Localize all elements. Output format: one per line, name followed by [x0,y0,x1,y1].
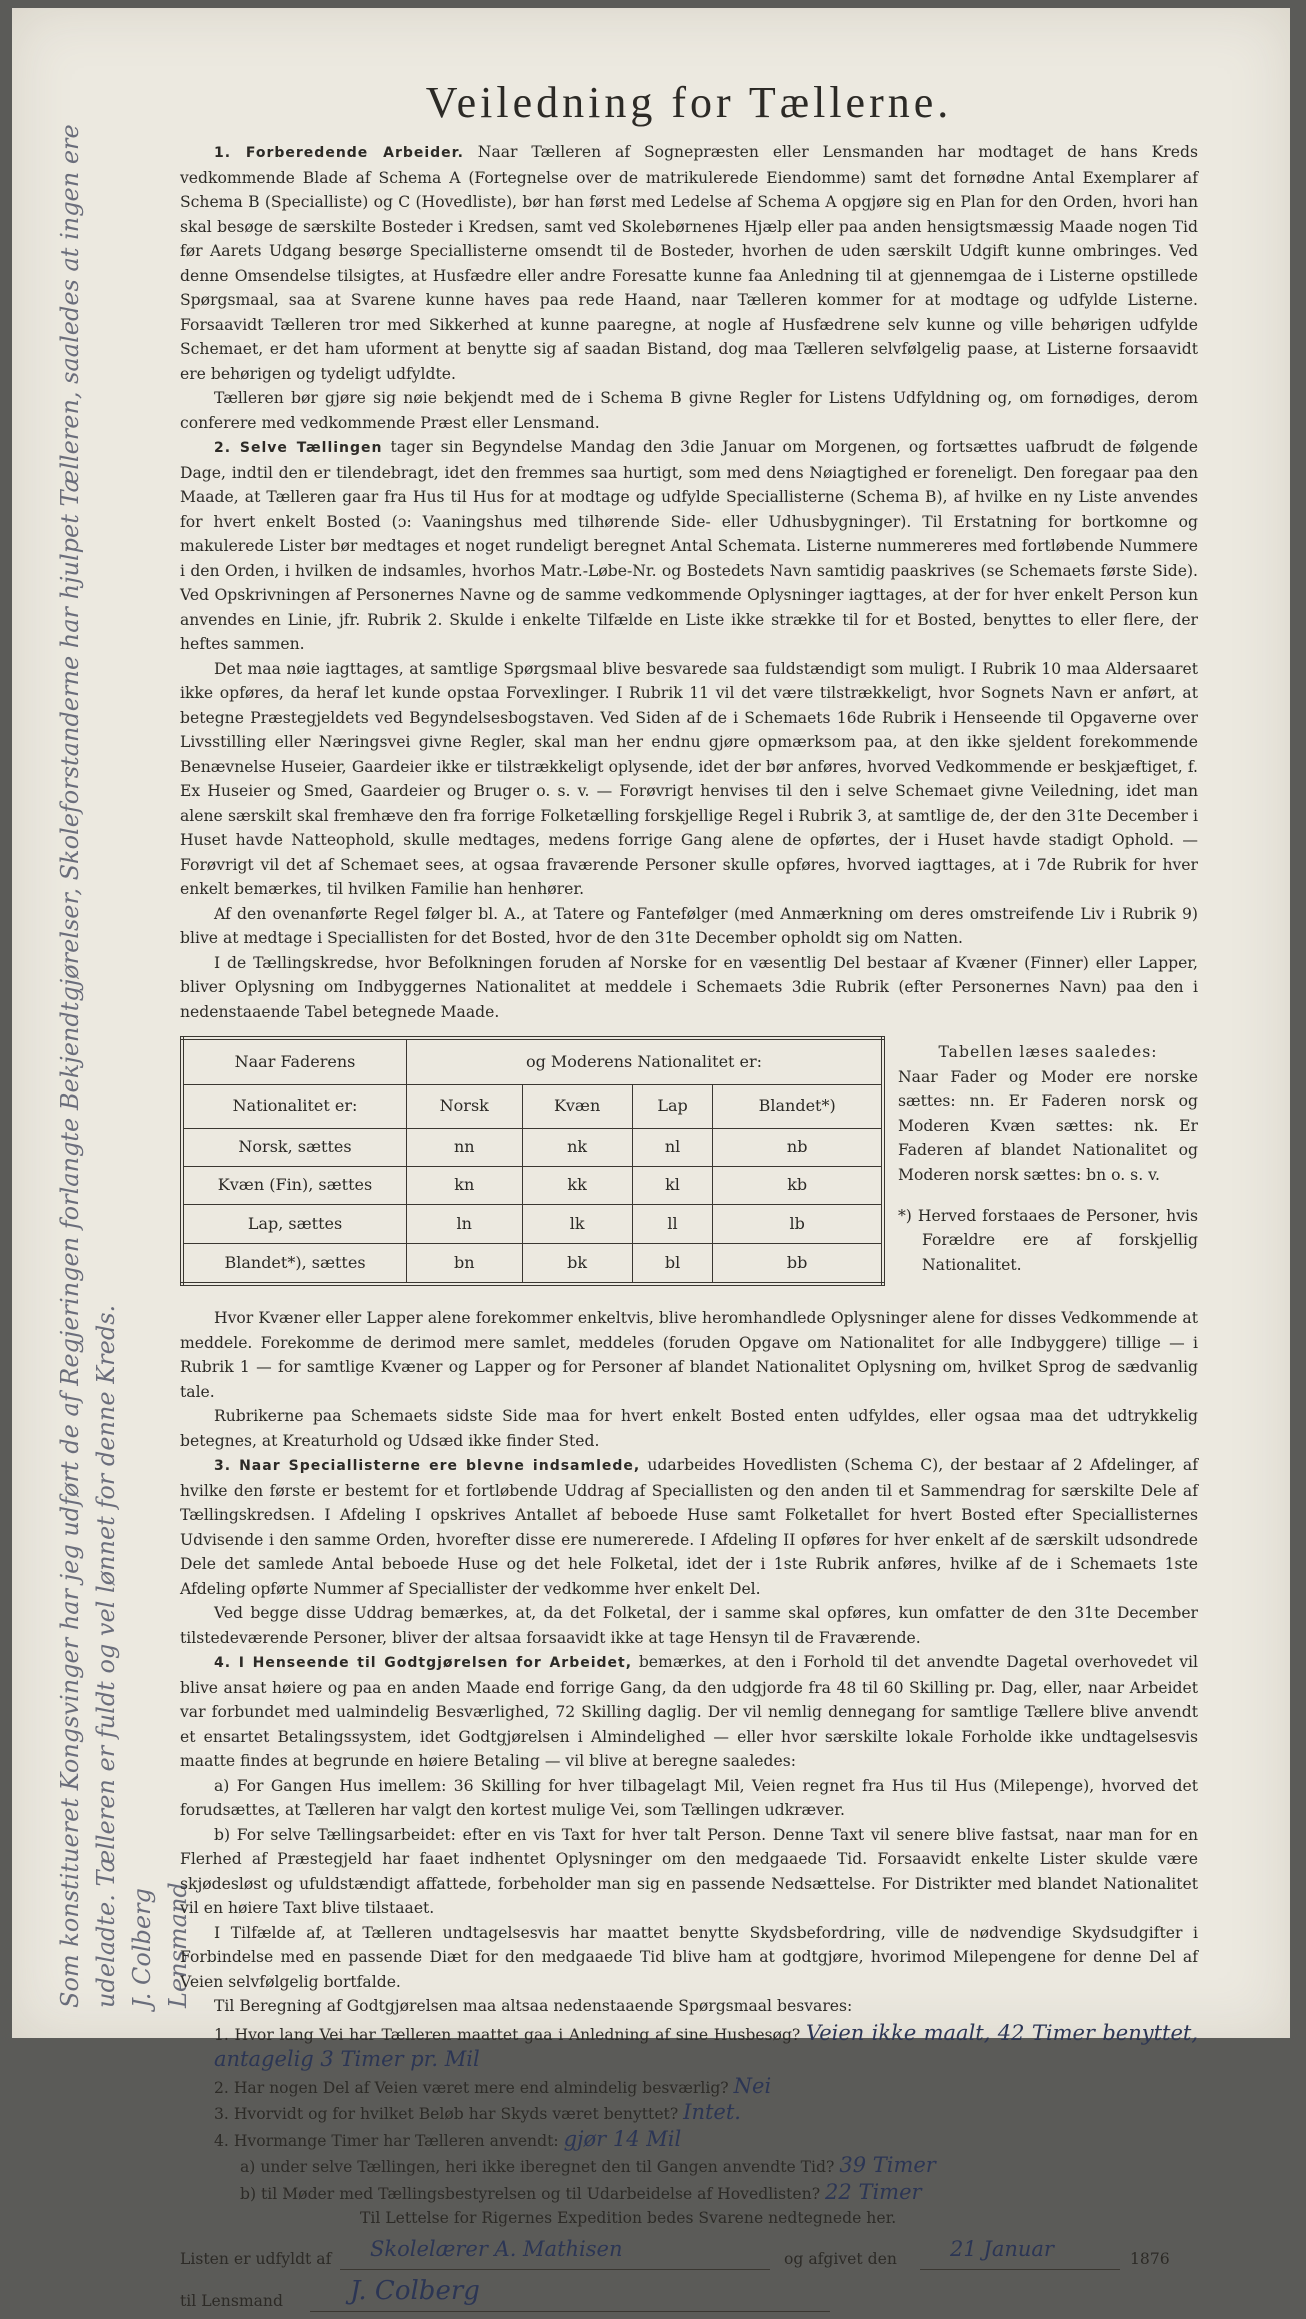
question-item [180,2180,1198,2207]
section-4-heading: 4. I Henseende til Godtgjørelsen for Arbeidet, [214,1655,633,1671]
section-1-note: Tælleren bør gjøre sig nøie bekjendt med de i Schema B givne Regler for Listens Udfyldning og, om fornødiges, derom conferere med vedkommende Præst eller Lensmand. [180,389,1198,432]
delivered-date: 21 Januar [950,2236,1054,2261]
main-content [180,78,1198,2319]
questions-note: Til Lettelse for Rigernes Expedition bedes Svarene nedtegnede her. [360,2209,897,2227]
filled-by-signature: Skolelærer A. Mathisen [370,2236,623,2261]
table-cell: lb [713,1205,883,1243]
table-cell: kn [407,1166,523,1204]
lensmand-row [180,2275,1198,2319]
question-answer: 22 Timer [825,2179,922,2204]
table-note-text: Naar Fader og Moder ere norske sættes: nn. Er Faderen norsk og Moderen Kvæn sættes: nk. Er Faderen af blandet Nationalitet og Moderen norsk sættes: bn o. s. v. [898,1067,1198,1184]
lensmand-signature: J. Colberg [350,2275,480,2306]
filled-by-line [340,2269,770,2270]
father-header-2: Nationalitet er: [182,1084,407,1128]
mother-header: og Moderens Nationalitet er: [407,1038,884,1084]
section-2-last-page: Rubrikerne paa Schemaets sidste Side maa for hvert enkelt Bosted enten udfyldes, eller ogsaa maa det udtrykkelig betegnes, at Kreaturhold og Udsæd ikke finder Sted. [180,1407,1198,1450]
table-cell: bk [522,1243,632,1284]
delivered-label: og afgivet den [784,2249,897,2268]
question-answer: Veien ikke maalt, 42 Timer benyttet, antagelig 3 Timer pr. Mil [214,2020,1199,2071]
question-answer: Intet. [683,2100,741,2124]
margin-handwritten-note: Som konstitueret Kongsvinger har jeg udført de af Regjeringen forlangte Bekjendtgjørelser, Skoleforstanderne har hjulpet Tælleren, saaledes at ingen ere udeladte. Tælleren er fuldt og vel lønnet for denne Kreds. J. Colberg Lensmand [56,124,192,2008]
question-item [180,2153,1198,2180]
table-cell: bl [632,1243,713,1284]
question-text: 4. Hvormange Timer har Tælleren anvendt: [214,2131,559,2150]
col-header: Kvæn [522,1084,632,1128]
section-2 [180,435,1198,657]
nationality-table [180,1036,885,1286]
table-cell: nk [522,1128,632,1166]
section-3-note: Ved begge disse Uddrag bemærkes, at, da det Folketal, der i samme skal opføres, kun omfatter de den 31te December tilstedeværende Personer, bliver der altsaa forsaavidt ikke at tage Hensyn til de Fraværende. [180,1604,1198,1647]
table-cell: ll [632,1205,713,1243]
section-4-text: bemærkes, at den i Forhold til det anvendte Dagetal overhovedet vil blive ansat høiere og paa en anden Maade end forrige Gang, da den udgjorde fra 48 til 60 Skilling pr. Dag, eller, naar Arbeidet var forbundet med ualmindelig Besværlighed, 72 Skilling daglig. Der vil nemlig dennegang for samtlige Tællere blive anvendt et ensartet Betalingssystem, idet Godtgjørelsen i Almindelighed — eller hvor særskilte lokale Forholde ikke undtagelsesvis maatte findes at begrunde en høiere Betaling — vil blive at beregne saaledes: [180,1653,1198,1770]
question-text: 2. Har nogen Del af Veien været mere end almindelig besværlig? [214,2078,729,2097]
table-row [182,1166,883,1204]
row-label: Norsk, sættes [182,1128,407,1166]
nationality-table-block [180,1036,1198,1298]
section-1-text: Naar Tælleren af Sognepræsten eller Lensmanden har modtaget de hans Kreds vedkommende Blade af Schema A (Fortegnelse over de matrikulerede Eiendomme) samt det fornødne Antal Exemplarer af Schema B (Specialliste) og C (Hovedliste), bør han først med Ledelse af Schema A opgjøre sig en Plan for den Orden, hvori han skal besøge de særskilte Bosteder i Kredsen, samt ved Skolebørnenes Hjælp eller paa anden hensigtsmæssig Maade nogen Tid før Aarets Udgang besørge Speciallisterne omsendt til de Bosteder, hvorhen de uden særskilt Udgift kunne ombringes. Ved denne Omsendelse tilsigtes, at Husfædre eller andre Foresatte kunne faa Anledning til at gjennemgaa de i Listerne opstillede Spørgsmaal, saa at Svarene kunne haves paa rede Haand, naar Tælleren kommer for at modtage og udfylde Listerne. Forsaavidt Tælleren tror med Sikkerhed at kunne paaregne, at nogle af Husfædrene selv kunne og ville behørigen udfylde Schemaet, er det ham uforment at benytte sig af saadan Bistand, dog maa Tælleren selvfølgelig paase, at Listerne forsaavidt ere behørigen og tydeligt udfyldte. [180,143,1198,383]
table-cell: nl [632,1128,713,1166]
section-2-nationality: I de Tællingskredse, hvor Befolkningen foruden af Norske for en væsentlig Del bestaar af Kvæner (Finner) eller Lapper, bliver Oplysning om Indbyggernes Nationalitet at meddele i Schemaets 3die Rubrik (efter Personernes Navn) paa den i nedenstaaende Tabel betegnede Maade. [180,953,1198,1021]
lensmand-label: til Lensmand [180,2291,283,2310]
section-3 [180,1453,1198,1601]
table-cell: bn [407,1243,523,1284]
question-answer: Nei [733,2073,772,2098]
section-3-heading: 3. Naar Speciallisterne ere blevne indsamlede, [214,1458,641,1474]
row-label: Lap, sættes [182,1205,407,1243]
date-line [920,2269,1120,2270]
section-2-tatere: Af den ovenanførte Regel følger bl. A., at Tatere og Fantefølger (med Anmærkning om deres omstreifende Liv i Rubrik 9) blive at medtage i Speciallisten for det Bosted, hvor de den 31te December opholdt sig om Natten. [180,904,1198,947]
table-cell: nn [407,1128,523,1166]
row-label: Kvæn (Fin), sættes [182,1166,407,1204]
section-4 [180,1650,1198,1774]
section-2-ages: Det maa nøie iagttages, at samtlige Spørgsmaal blive besvarede saa fuldstændigt som muligt. I Rubrik 10 maa Aldersaaret ikke opføres, da heraf let kunde opstaa Forvexlinger. I Rubrik 11 vil det være tilstrækkeligt, hvor Sognets Navn er anført, at betegne Præstegjeldets ved Begyndelsesbogstaven. Ved Siden af de i Schemaets 16de Rubrik i Henseende til Opgaverne over Livsstilling eller Næringsvei givne Regler, skal man her endnu gjøre opmærksom paa, at den ikke sjeldent forekommende Benævnelse Huseier, Gaardeier ikke er tilstrækkeligt oplysende, idet der bør anføres, hvorved Vedkommende er beskjæftiget, f. Ex Huseier og Smed, Gaardeier og Bruger o. s. v. — Forøvrigt henvises til den i selve Schemaet givne Veiledning, idet man alene særskilt skal fremhæve den fra forrige Folketælling forskjellige Regel i Rubrik 3, at samtlige de, der den 31te December i Huset havde Natteophold, skulle medtages, medens forrige Gang alene de opførtes, der i Huset havde stadigt Ophold. — Forøvrigt vil det af Schemaet sees, at ogsaa fraværende Personer skulle opføres, hvorved iagttages, at i 7de Rubrik for hver enkelt bemærkes, til hvilken Familie han henhører. [180,659,1198,898]
col-header: Blandet*) [713,1084,883,1128]
table-cell: lk [522,1205,632,1243]
table-row [182,1243,883,1284]
section-2-heading: 2. Selve Tællingen [214,440,383,456]
filled-by-label: Listen er udfyldt af [180,2249,332,2268]
question-item [180,2021,1198,2074]
question-text: b) til Møder med Tællingsbestyrelsen og til Udarbeidelse af Hovedlisten? [240,2184,821,2203]
table-row [182,1205,883,1243]
question-answer: 39 Timer [839,2153,936,2177]
table-cell: kk [522,1166,632,1204]
table-row [182,1128,883,1166]
col-header: Lap [632,1084,713,1128]
section-4-a: a) For Gangen Hus imellem: 36 Skilling for hver tilbagelagt Mil, Veien regnet fra Hus til Hus (Milepenge), hvorved det forudsættes, at Tælleren har valgt den kortest mulige Vei, som Tællingen udkræver. [180,1776,1198,1819]
table-cell: nb [713,1128,883,1166]
year: 1876 [1130,2249,1170,2268]
table-cell: kl [632,1166,713,1204]
document-page [12,8,1290,2310]
question-text: 1. Hvor lang Vei har Tælleren maattet gaa i Anledning af sine Husbesøg? [214,2025,801,2044]
lensmand-line [310,2311,830,2312]
section-4-skyds: I Tilfælde af, at Tælleren undtagelsesvis har maattet benytte Skydsbefordring, ville de nødvendige Skydsudgifter i Forbindelse med en passende Diæt for den medgaaede Tid blive ham at godtgjøre, hvorimod Milepengene for denne Del af Veien selvfølgelig bortfalde. [180,1923,1198,1991]
table-cell: ln [407,1205,523,1243]
section-3-text: udarbeides Hovedlisten (Schema C), der bestaar af 2 Afdelinger, af hvilke den første er bestemt for et fortløbende Uddrag af Speciallisten og den anden til et Sammendrag for særskilte Dele af Tællingskredsen. I Afdeling I opskrives Antallet af beboede Huse samt Folketallet for hvert Bosted efter Speciallisternes Udvisende i den samme Orden, hvorefter disse ere numererede. I Afdeling II opføres for hver enkelt af de særskilt udsondrede Dele det samlede Antal beboede Huse og det hele Folketal, idet der i 1ste Rubrik anføres, hvilke af de i Schemaets 1ste Afdeling opførte Nummer af Speciallister der vedkomme hver enkelt Del. [180,1456,1198,1598]
question-item [180,2127,1198,2154]
filled-by-row [180,2235,1198,2275]
section-4-questions-intro: Til Beregning af Godtgjørelsen maa altsaa nedenstaaende Spørgsmaal besvares: [214,1997,853,2015]
row-label: Blandet*), sættes [182,1243,407,1284]
table-cell: kb [713,1166,883,1204]
section-1-heading: 1. Forberedende Arbeider. [214,145,464,161]
questions-list [180,2021,1198,2231]
section-1 [180,140,1198,386]
section-2-text: tager sin Begyndelse Mandag den 3die Januar om Morgenen, og fortsættes uafbrudt de følgende Dage, indtil den er tilendebragt, idet den fremmes saa hurtigt, som med dens Nøiagtighed er foreneligt. Den foregaar paa den Maade, at Tælleren gaar fra Hus til Hus for at modtage og udfylde Speciallisterne (Schema B), af hvilke en ny Liste anvendes for hvert enkelt Bosted (ɔ: Vaaningshus med tilhørende Side- eller Udhusbygninger). Til Erstatning for bortkomne og makulerede Lister bør medtages et noget rundeligt beregnet Antal Schemata. Listerne nummereres med fortløbende Nummere i den Orden, i hvilken de indsamles, hvorhos Matr.-Løbe-Nr. og Bostedets Navn samtidig paaskrives (se Schemaets første Side). Ved Opskrivningen af Personernes Navne og de samme vedkommende Oplysninger iagttages, at der for hver enkelt Person kun anvendes en Linie, jfr. Rubrik 2. Skulde i enkelte Tilfælde en Liste ikke strække til for et Bosted, benyttes to eller flere, der heftes sammen. [180,438,1198,653]
question-text: 3. Hvorvidt og for hvilket Beløb har Skyds været benyttet? [214,2105,679,2123]
section-2-kvaener: Hvor Kvæner eller Lapper alene forekommer enkeltvis, blive heromhandlede Oplysninger alene for disses Vedkommende at meddele. Forekomme de derimod mere samlet, meddeles (foruden Opgave om Nationalitet for alle Indbyggere) tillige — i Rubrik 1 — for samtlige Kvæner og Lapper og for Personer af blandet Nationalitet Oplysning om, hvilket Sprog de sædvanlig tale. [180,1309,1198,1401]
table-note-heading: Tabellen læses saaledes: [938,1043,1158,1061]
table-explanation [898,1040,1198,1277]
table-footnote: *) Herved forstaaes de Personer, hvis Forældre ere af forskjellig Nationalitet. [898,1206,1198,1274]
table-cell: bb [713,1243,883,1284]
question-text: a) under selve Tællingen, heri ikke iberegnet den til Gangen anvendte Tid? [240,2158,835,2176]
father-header: Naar Faderens [182,1038,407,1084]
section-4-b: b) For selve Tællingsarbeidet: efter en vis Taxt for hver talt Person. Denne Taxt vil senere blive fastsat, naar man for en Flerhed af Præstegjeld har faaet indhentet Oplysninger om den medgaaede Tid. Forsaavidt enkelte Lister skulde være skjødesløst og ufuldstændigt affattede, forbeholder man sig en passende Nedsættelse. For Distrikter med blandet Nationalitet vil en høiere Taxt blive tilstaaet. [180,1825,1198,1917]
question-item [180,2074,1198,2101]
question-item [180,2100,1198,2127]
question-answer: gjør 14 Mil [563,2126,682,2151]
page-title: Veiledning for Tællerne. [425,78,953,127]
col-header: Norsk [407,1084,523,1128]
